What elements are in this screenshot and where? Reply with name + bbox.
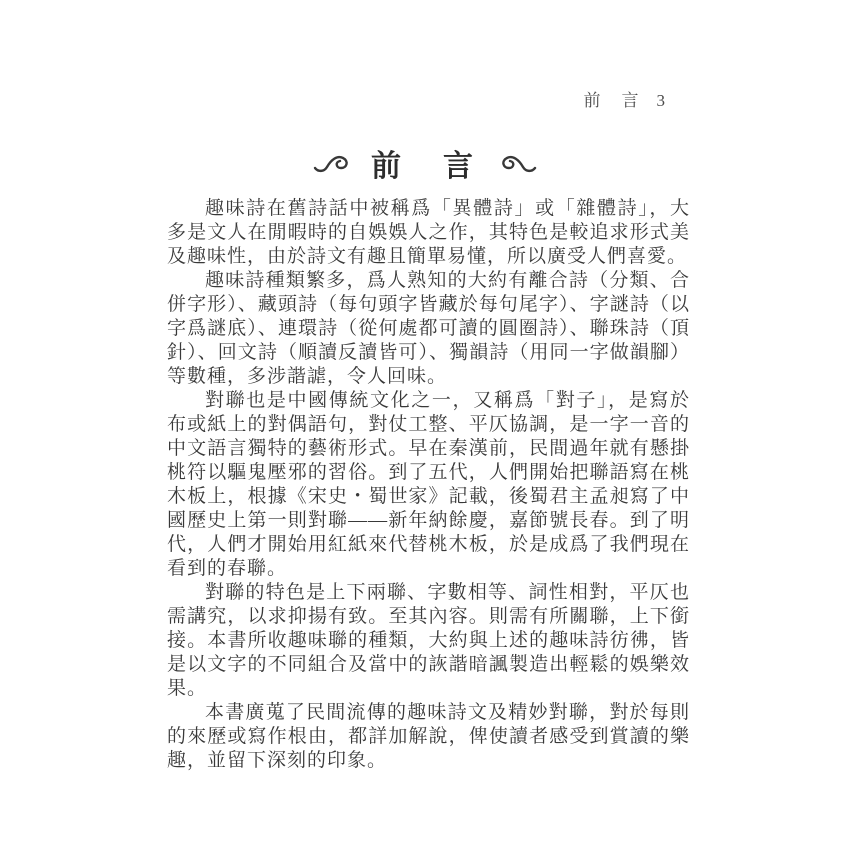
chapter-title-text: 前 言 — [371, 150, 479, 183]
paragraph: 趣味詩在舊詩話中被稱爲「異體詩」或「雜體詩」，大多是文人在閒暇時的自娛娛人之作，其特色是較追求形式美及趣味性，由於詩文有趣且簡單易懂，所以廣受人們喜愛。 — [167, 198, 690, 267]
running-header — [584, 86, 668, 111]
running-header-section: 前 言 — [583, 91, 641, 110]
paragraph: 對聯也是中國傳統文化之一，又稱爲「對子」，是寫於布或紙上的對偶語句，對仗工整、平仄協調，是一字一音的中文語言獨特的藝術形式。早在秦漢前，民間過年就有懸掛桃符以驅鬼壓邪的習俗。到了五代，人們開始把聯語寫在桃木板上，根據《宋史・蜀世家》記載，後蜀君主孟昶寫了中國歷史上第一則對聯——新年納餘慶，嘉節號長春。到了明代，人們才開始用紅紙來代替桃木板，於是成爲了我們現在看到的春聯。 — [167, 390, 690, 579]
body-text — [167, 197, 690, 773]
paragraph: 本書廣蒐了民間流傳的趣味詩文及精妙對聯，對於每則的來歷或寫作根由，都詳加解說，俾使讀者感受到賞讀的樂趣，並留下深刻的印象。 — [167, 702, 690, 771]
right-flourish-icon — [497, 151, 537, 175]
paragraph: 對聯的特色是上下兩聯、字數相等、詞性相對，平仄也需講究，以求抑揚有致。至其內容。則需有所關聯，上下銜接。本書所收趣味聯的種類，大約與上述的趣味詩彷彿，皆是以文字的不同組合及當中的詼諧暗諷製造出輕鬆的娛樂效果。 — [167, 582, 690, 699]
paragraph: 趣味詩種類繁多，爲人熟知的大約有離合詩（分類、合併字形）、藏頭詩（每句頭字皆藏於每句尾字）、字謎詩（以字爲謎底）、連環詩（從何處都可讀的圓圈詩）、聯珠詩（頂針）、回文詩（順讀反讀皆可）、獨韻詩（用同一字做韻腳）等數種，多涉諧謔，令人回味。 — [167, 270, 690, 387]
chapter-title — [0, 141, 850, 185]
left-flourish-icon — [313, 151, 353, 175]
page-number: 3 — [656, 91, 667, 110]
